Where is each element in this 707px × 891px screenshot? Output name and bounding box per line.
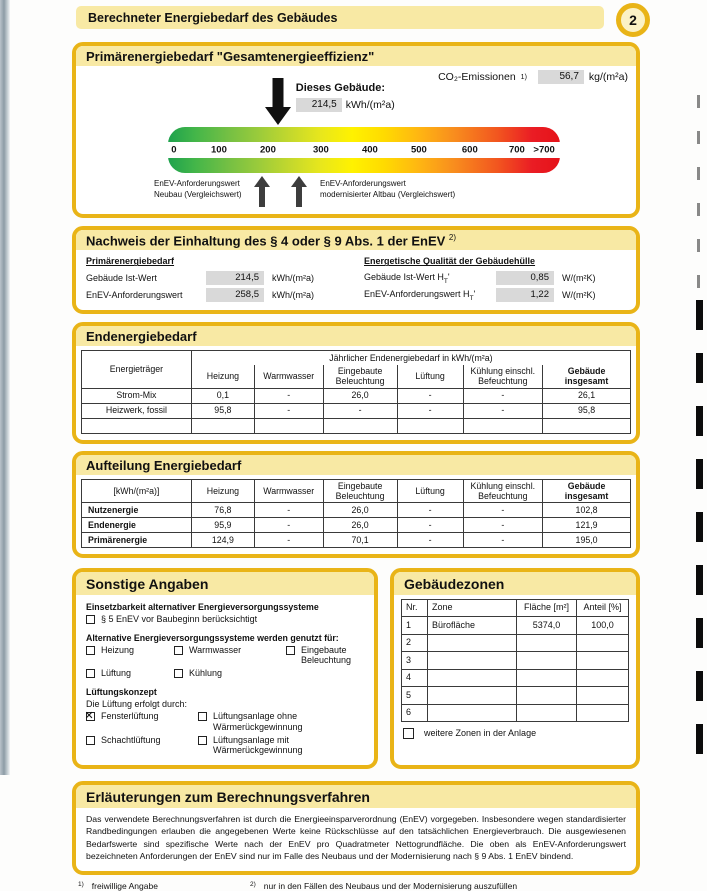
scale-tick: 400 (361, 144, 378, 156)
energy-gradient-bar (168, 127, 560, 173)
footnote-1: 1) freiwillige Angabe (78, 880, 158, 891)
checkbox[interactable] (86, 669, 95, 678)
value-row (364, 288, 626, 302)
value-row (86, 288, 348, 302)
checkbox-option: Schachtlüftung (86, 735, 198, 757)
checkbox-option: Lüftungsanlage mit Wärmerückgewinnung (198, 735, 364, 757)
checkbox-option: Kühlung (174, 668, 286, 679)
scale-tick: 300 (312, 144, 329, 156)
scale-tick-stripe (168, 142, 560, 158)
scan-right-edge-marks-top (697, 95, 700, 300)
page-number-badge (616, 3, 650, 37)
scale-tick: 200 (260, 144, 276, 156)
table-cell: 76,8 (191, 502, 254, 517)
checkbox[interactable] (86, 712, 95, 721)
table-row (82, 403, 631, 418)
enev-neubau-label: EnEV-Anforderungswert Neubau (Vergleichswert) (154, 179, 242, 199)
zone-nr: 3 (402, 652, 428, 670)
section-gebaeudezonen (390, 568, 640, 769)
checkbox-option: Lüftung (86, 668, 174, 679)
block-heading: Einsetzbarkeit alternativer Energieversorgungssysteme (86, 601, 319, 612)
table-cell: 26,0 (323, 517, 397, 532)
checkbox[interactable] (174, 646, 183, 655)
checkbox-option: Heizung (86, 645, 174, 667)
scale-tick: 500 (410, 144, 427, 156)
building-value: 214,5 (296, 98, 342, 112)
nachweis-content (76, 250, 636, 310)
row-label: Heizwerk, fossil (82, 403, 192, 418)
scale-tick: >700 (533, 144, 555, 156)
checkbox[interactable] (286, 646, 295, 655)
enev-altbau-label: EnEV-Anforderungswert modernisierter Altbau (Vergleichswert) (320, 179, 456, 199)
gebaeudezonen-table (401, 599, 629, 723)
certificate-sheet (72, 6, 640, 891)
column-header: Lüftung (397, 365, 463, 388)
row-value: 1,22 (496, 288, 554, 302)
section-title: Endenergiebedarf (76, 326, 636, 346)
row-value: 258,5 (206, 288, 264, 302)
zone-name (428, 634, 517, 652)
zone-area (517, 669, 577, 687)
column-header: Kühlung einschl. Befeuchtung (463, 479, 543, 502)
checkbox[interactable] (403, 728, 414, 739)
table-row (402, 704, 629, 722)
checkbox-option: ✕ Fensterlüftung (86, 711, 198, 733)
checkbox[interactable] (198, 712, 207, 721)
section-title: Gebäudezonen (394, 572, 636, 595)
table-cell: 124,9 (191, 532, 254, 547)
sonstige-angaben-content (76, 595, 374, 765)
page-number: 2 (629, 12, 637, 28)
zone-nr: 6 (402, 704, 428, 722)
scale-tick: 700 (508, 144, 525, 156)
column-header: Nr. (402, 599, 428, 617)
column-heading: Primärenergiebedarf (86, 256, 175, 267)
table-cell (463, 418, 543, 433)
table-cell: - (463, 517, 543, 532)
table-cell: - (463, 532, 543, 547)
table-cell: 0,1 (191, 388, 254, 403)
lueftung-options (86, 711, 364, 756)
row-label (82, 418, 192, 433)
row-label: Strom-Mix (82, 388, 192, 403)
row-label: EnEV-Anforderungswert $H_T'$ (364, 288, 476, 302)
co2-unit: kg/(m²a) (588, 71, 628, 83)
zone-nr: 2 (402, 634, 428, 652)
checkbox-option: Lüftungsanlage ohne Wärmerückgewinnung (198, 711, 364, 733)
zone-area (517, 687, 577, 705)
value-row (86, 271, 348, 285)
section-aufteilung (72, 451, 640, 558)
zone-share (577, 687, 629, 705)
table-cell: - (397, 532, 463, 547)
table-cell: - (397, 388, 463, 403)
table-cell: - (254, 388, 323, 403)
zone-name (428, 704, 517, 722)
scale-tick: 0 (171, 144, 177, 156)
section-title: Sonstige Angaben (76, 572, 374, 595)
row-label: Gebäude Ist-Wert (86, 273, 157, 284)
table-row (402, 617, 629, 635)
block-intro: Die Lüftung erfolgt durch: (86, 698, 188, 709)
zone-area (517, 704, 577, 722)
footnote-marker: 2) (448, 233, 457, 242)
zone-share (577, 652, 629, 670)
table-cell: 195,0 (543, 532, 631, 547)
energy-scale (154, 66, 560, 216)
row-unit: W/(m²K) (562, 273, 596, 284)
table-row (82, 532, 631, 547)
section-title: Primärenergiebedarf "Gesamtenergieeffizienz" (76, 46, 636, 66)
zone-name (428, 669, 517, 687)
table-cell: - (323, 403, 397, 418)
zone-name: Bürofläche (428, 617, 517, 635)
column-header: Eingebaute Beleuchtung (323, 479, 397, 502)
section-primaerenergiebedarf (72, 42, 640, 218)
checkbox-option: Warmwasser (174, 645, 286, 667)
column-header: Warmwasser (254, 479, 323, 502)
column-header: Warmwasser (254, 365, 323, 388)
table-cell: 26,0 (323, 502, 397, 517)
column-header: Fläche [m²] (517, 599, 577, 617)
page-title: Berechneter Energiebedarf des Gebäudes (88, 10, 338, 25)
explanation-text: Das verwendete Berechnungsverfahren ist durch die Energieeinsparverordnung (EnEV) vorgegeben. Insbesondere wegen standardisierter Randbedingungen erlauben die angegebenen Werte keine Rückschlüsse auf den tatsächlichen Energieverbrauch. Die ausgewiesenen Bedarfswerte sind spezifische Werte nach der EnEV pro Quadratmeter Nettogrundfläche. Die oben als EnEV-Anforderungswert bezeichneten Anforderungen der EnEV sind nur im Falle des Neubaus und der Modernisierung nach § 9 Abs. 1 EnEV bindend. (86, 814, 626, 862)
row-label: Gebäude Ist-Wert $H_T'$ (364, 271, 450, 285)
table-cell: - (463, 388, 543, 403)
table-row (82, 418, 631, 433)
row-unit: kWh/(m²a) (272, 290, 314, 301)
table-row (82, 517, 631, 532)
column-header: Zone (428, 599, 517, 617)
zone-area (517, 634, 577, 652)
scale-tick: 600 (461, 144, 478, 156)
building-value-row (296, 98, 395, 112)
aufteilung-table (81, 479, 631, 548)
row-label: Primärenergie (82, 532, 192, 547)
page-header (72, 6, 640, 30)
footnotes (78, 881, 640, 891)
zone-nr: 1 (402, 617, 428, 635)
zone-area: 5374,0 (517, 617, 577, 635)
table-cell (254, 418, 323, 433)
zone-name (428, 652, 517, 670)
scan-right-edge-marks-bottom (696, 300, 703, 775)
table-cell: 70,1 (323, 532, 397, 547)
checkbox-option (86, 614, 364, 625)
building-value-arrow-icon (265, 78, 291, 126)
table-row (402, 652, 629, 670)
section-title: Aufteilung Energiebedarf (76, 455, 636, 475)
zone-nr: 4 (402, 669, 428, 687)
checkbox-option: Eingebaute Beleuchtung (286, 645, 364, 667)
column-header: Energieträger (82, 351, 192, 388)
table-cell: 121,9 (543, 517, 631, 532)
column-header: Heizung (191, 365, 254, 388)
table-row (402, 669, 629, 687)
table-cell: 102,8 (543, 502, 631, 517)
building-unit: kWh/(m²a) (345, 99, 395, 111)
column-header: Gebäude insgesamt (543, 479, 631, 502)
table-cell: 26,1 (543, 388, 631, 403)
checkbox[interactable] (86, 736, 95, 745)
column-header: Eingebaute Beleuchtung (323, 365, 397, 388)
block-heading: Alternative Energieversorgungssysteme werden genutzt für: (86, 632, 339, 643)
table-cell: - (254, 532, 323, 547)
building-label: Dieses Gebäude: (295, 82, 386, 94)
endenergiebedarf-table (81, 350, 631, 433)
page-title-bar (76, 6, 604, 29)
table-cell: - (254, 517, 323, 532)
column-header: Heizung (191, 479, 254, 502)
table-cell: 95,9 (191, 517, 254, 532)
checkbox[interactable] (86, 615, 95, 624)
scale-tick: 100 (211, 144, 227, 156)
table-cell: 95,8 (191, 403, 254, 418)
zone-name (428, 687, 517, 705)
column-header: Lüftung (397, 479, 463, 502)
scale-content (76, 66, 636, 216)
table-cell: - (463, 403, 543, 418)
table-cell (543, 418, 631, 433)
enev-altbau-arrow-icon (291, 176, 307, 208)
table-cell: - (254, 403, 323, 418)
section-title: Erläuterungen zum Berechnungsverfahren (76, 785, 636, 808)
row-value: 0,85 (496, 271, 554, 285)
nachweis-left-column (86, 256, 348, 302)
checkbox[interactable] (198, 736, 207, 745)
table-cell: - (463, 502, 543, 517)
section-endenergiebedarf (72, 322, 640, 443)
scan-left-edge (0, 0, 10, 775)
table-row (82, 502, 631, 517)
nachweis-right-column (364, 256, 626, 302)
zone-area (517, 652, 577, 670)
checkbox-option (394, 724, 636, 745)
row-value: 214,5 (206, 271, 264, 285)
row-unit: kWh/(m²a) (272, 273, 314, 284)
column-header: Anteil [%] (577, 599, 629, 617)
table-cell: 95,8 (543, 403, 631, 418)
checkbox[interactable] (86, 646, 95, 655)
table-cell: - (254, 502, 323, 517)
table-row (82, 388, 631, 403)
table-row (402, 634, 629, 652)
block-heading: Lüftungskonzept (86, 686, 157, 697)
table-cell: - (397, 403, 463, 418)
table-cell (323, 418, 397, 433)
zone-share: 100,0 (577, 617, 629, 635)
option-label: weitere Zonen in der Anlage (424, 728, 537, 739)
table-cell (191, 418, 254, 433)
checkbox[interactable] (174, 669, 183, 678)
column-heading: Energetische Qualität der Gebäudehülle (364, 256, 536, 267)
column-header: [kWh/(m²a)] (82, 479, 192, 502)
table-cell (397, 418, 463, 433)
row-label: Nutzenergie (82, 502, 192, 517)
co2-label: CO₂-Emissionen (438, 71, 516, 83)
row-label: Endenergie (82, 517, 192, 532)
zone-share (577, 634, 629, 652)
footnote-2: 2) nur in den Fällen des Neubaus und der Modernisierung auszufüllen (250, 880, 518, 891)
span-header: Jährlicher Endenergiebedarf in kWh/(m²a) (191, 351, 630, 366)
co2-value: 56,7 (538, 70, 584, 84)
footnote-marker: 1) (520, 73, 527, 81)
section-nachweis (72, 226, 640, 314)
table-row (402, 687, 629, 705)
row-label: EnEV-Anforderungswert (86, 290, 183, 301)
option-label: § 5 EnEV vor Baubeginn berücksichtigt (101, 613, 258, 624)
table-cell: - (397, 517, 463, 532)
table-cell: 26,0 (323, 388, 397, 403)
column-header: Gebäude insgesamt (543, 365, 631, 388)
table-cell: - (397, 502, 463, 517)
row-unit: W/(m²K) (562, 290, 596, 301)
section-erlaeuterungen (72, 781, 640, 874)
section-title: Nachweis der Einhaltung des § 4 oder § 9 Abs. 1 der EnEV $^{2)}$ (76, 230, 636, 250)
zone-share (577, 669, 629, 687)
zone-share (577, 704, 629, 722)
alternative-systems-options (86, 645, 364, 679)
value-row (364, 271, 626, 285)
column-header: Kühlung einschl. Befeuchtung (463, 365, 543, 388)
section-sonstige-angaben (72, 568, 378, 769)
zone-nr: 5 (402, 687, 428, 705)
